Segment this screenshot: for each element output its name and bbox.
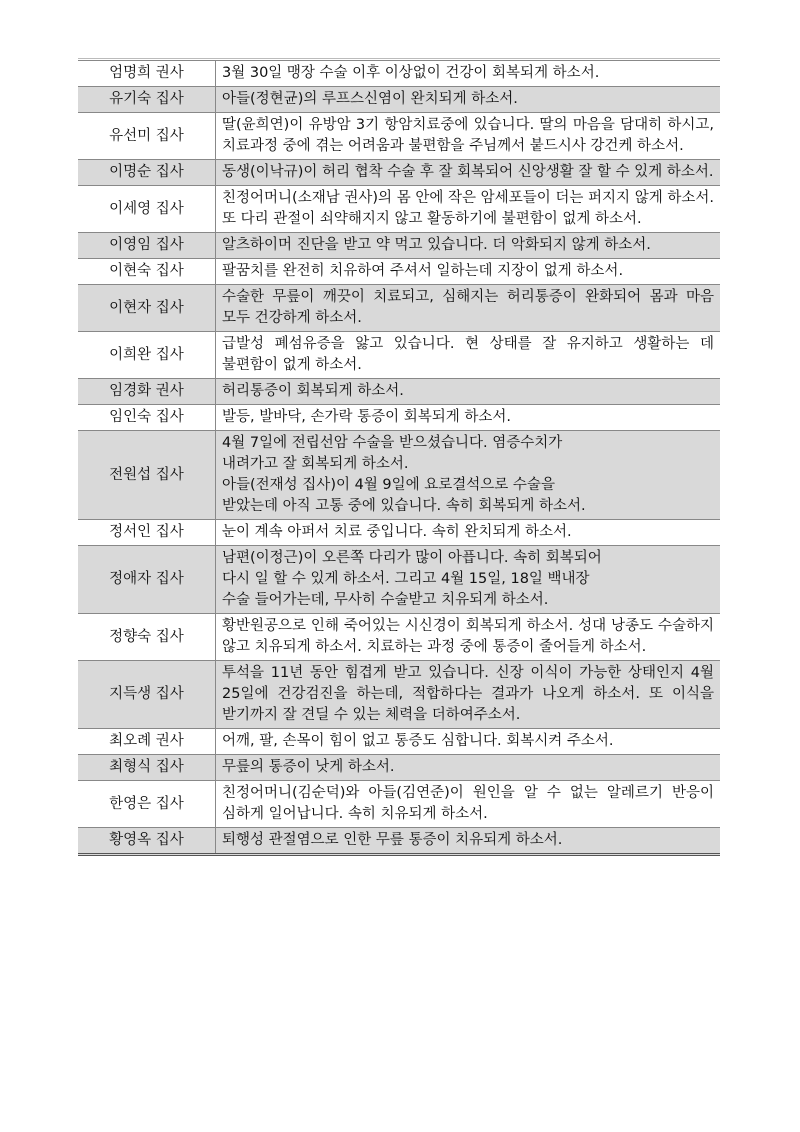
- member-name: 황영옥 집사: [78, 828, 216, 855]
- table-row: [78, 259, 720, 285]
- prayer-request: 눈이 계속 아퍼서 치료 중입니다. 속히 완치되게 하소서.: [216, 520, 721, 546]
- prayer-request-line: 받았는데 아직 고통 중에 있습니다. 속히 회복되게 하소서.: [222, 498, 586, 514]
- prayer-request: 동생(이낙규)이 허리 협착 수술 후 잘 회복되어 신앙생활 잘 할 수 있게 하소서.: [216, 160, 721, 186]
- prayer-request: 딸(윤희연)이 유방암 3기 항암치료중에 있습니다. 딸의 마음을 담대히 하시고, 치료과정 중에 겪는 어려움과 불편함을 주님께서 붙드시사 강건케 하소서.: [216, 113, 721, 160]
- member-name: 전원섭 집사: [78, 431, 216, 520]
- prayer-request-table: [78, 60, 720, 856]
- member-name: 임인숙 집사: [78, 405, 216, 431]
- prayer-request-line: 내려가고 잘 회복되게 하소서.: [222, 456, 409, 472]
- prayer-request: 어깨, 팔, 손목이 힘이 없고 통증도 심합니다. 회복시켜 주소서.: [216, 729, 721, 755]
- table-row: [78, 431, 720, 520]
- table-row: [78, 755, 720, 781]
- prayer-request: [216, 546, 721, 614]
- prayer-request-line: 다시 일 할 수 있게 하소서. 그리고 4월 15일, 18일 백내장: [222, 571, 590, 587]
- prayer-request-line: 남편(이정근)이 오른쪽 다리가 많이 아픕니다. 속히 회복되어: [222, 550, 602, 566]
- prayer-request: 팔꿈치를 완전히 치유하여 주셔서 일하는데 지장이 없게 하소서.: [216, 259, 721, 285]
- prayer-request: 퇴행성 관절염으로 인한 무릎 통증이 치유되게 하소서.: [216, 828, 721, 855]
- prayer-request: 알츠하이머 진단을 받고 약 먹고 있습니다. 더 악화되지 않게 하소서.: [216, 233, 721, 259]
- prayer-request-line: 4월 7일에 전립선암 수술을 받으셨습니다. 염증수치가: [222, 435, 563, 451]
- table-row: [78, 61, 720, 87]
- member-name: 정서인 집사: [78, 520, 216, 546]
- member-name: 최오례 권사: [78, 729, 216, 755]
- member-name: 지득생 집사: [78, 661, 216, 729]
- table-row: [78, 113, 720, 160]
- member-name: 유기숙 집사: [78, 87, 216, 113]
- member-name: 정애자 집사: [78, 546, 216, 614]
- member-name: 이희완 집사: [78, 332, 216, 379]
- prayer-request: 무릎의 통증이 낫게 하소서.: [216, 755, 721, 781]
- table-row: [78, 729, 720, 755]
- prayer-request: 발등, 발바닥, 손가락 통증이 회복되게 하소서.: [216, 405, 721, 431]
- member-name: 이세영 집사: [78, 186, 216, 233]
- prayer-request: 급발성 폐섬유증을 앓고 있습니다. 현 상태를 잘 유지하고 생활하는 데 불편함이 없게 하소서.: [216, 332, 721, 379]
- prayer-request: 허리통증이 회복되게 하소서.: [216, 379, 721, 405]
- prayer-table-body: [78, 61, 720, 855]
- member-name: 엄명희 권사: [78, 61, 216, 87]
- member-name: 유선미 집사: [78, 113, 216, 160]
- member-name: 한영은 집사: [78, 781, 216, 828]
- member-name: 이현자 집사: [78, 285, 216, 332]
- prayer-request: 수술한 무릎이 깨끗이 치료되고, 심해지는 허리통증이 완화되어 몸과 마음 모두 건강하게 하소서.: [216, 285, 721, 332]
- table-row: [78, 520, 720, 546]
- prayer-request-line: 아들(전재성 집사)이 4월 9일에 요로결석으로 수술을: [222, 477, 555, 493]
- table-row: [78, 285, 720, 332]
- prayer-request: 투석을 11년 동안 힘겹게 받고 있습니다. 신장 이식이 가능한 상태인지 4월 25일에 건강검진을 하는데, 적합하다는 결과가 나오게 하소서. 또 이식을 받기까지 잘 견딜 수 있는 체력을 더하여주소서.: [216, 661, 721, 729]
- table-row: [78, 661, 720, 729]
- table-row: [78, 781, 720, 828]
- prayer-request: 친정어머니(김순덕)와 아들(김연준)이 원인을 알 수 없는 알레르기 반응이 심하게 일어납니다. 속히 치유되게 하소서.: [216, 781, 721, 828]
- table-row: [78, 160, 720, 186]
- prayer-request-line: 수술 들어가는데, 무사히 수술받고 치유되게 하소서.: [222, 592, 549, 608]
- table-row: [78, 233, 720, 259]
- table-row: [78, 828, 720, 855]
- table-row: [78, 87, 720, 113]
- member-name: 이명순 집사: [78, 160, 216, 186]
- table-top-rule: [78, 58, 720, 59]
- table-row: [78, 332, 720, 379]
- prayer-request: 황반원공으로 인해 죽어있는 시신경이 회복되게 하소서. 성대 낭종도 수술하지 않고 치유되게 하소서. 치료하는 과정 중에 통증이 줄어들게 하소서.: [216, 614, 721, 661]
- member-name: 최형식 집사: [78, 755, 216, 781]
- member-name: 임경화 권사: [78, 379, 216, 405]
- member-name: 이영임 집사: [78, 233, 216, 259]
- member-name: 정향숙 집사: [78, 614, 216, 661]
- table-row: [78, 186, 720, 233]
- table-row: [78, 379, 720, 405]
- table-row: [78, 546, 720, 614]
- member-name: 이현숙 집사: [78, 259, 216, 285]
- prayer-request: 3월 30일 맹장 수술 이후 이상없이 건강이 회복되게 하소서.: [216, 61, 721, 87]
- prayer-request: [216, 431, 721, 520]
- table-row: [78, 405, 720, 431]
- prayer-request: 아들(정현균)의 루프스신염이 완치되게 하소서.: [216, 87, 721, 113]
- prayer-request: 친정어머니(소재남 권사)의 몸 안에 작은 암세포들이 더는 퍼지지 않게 하소서. 또 다리 관절이 쇠약해지지 않고 활동하기에 불편함이 없게 하소서.: [216, 186, 721, 233]
- table-row: [78, 614, 720, 661]
